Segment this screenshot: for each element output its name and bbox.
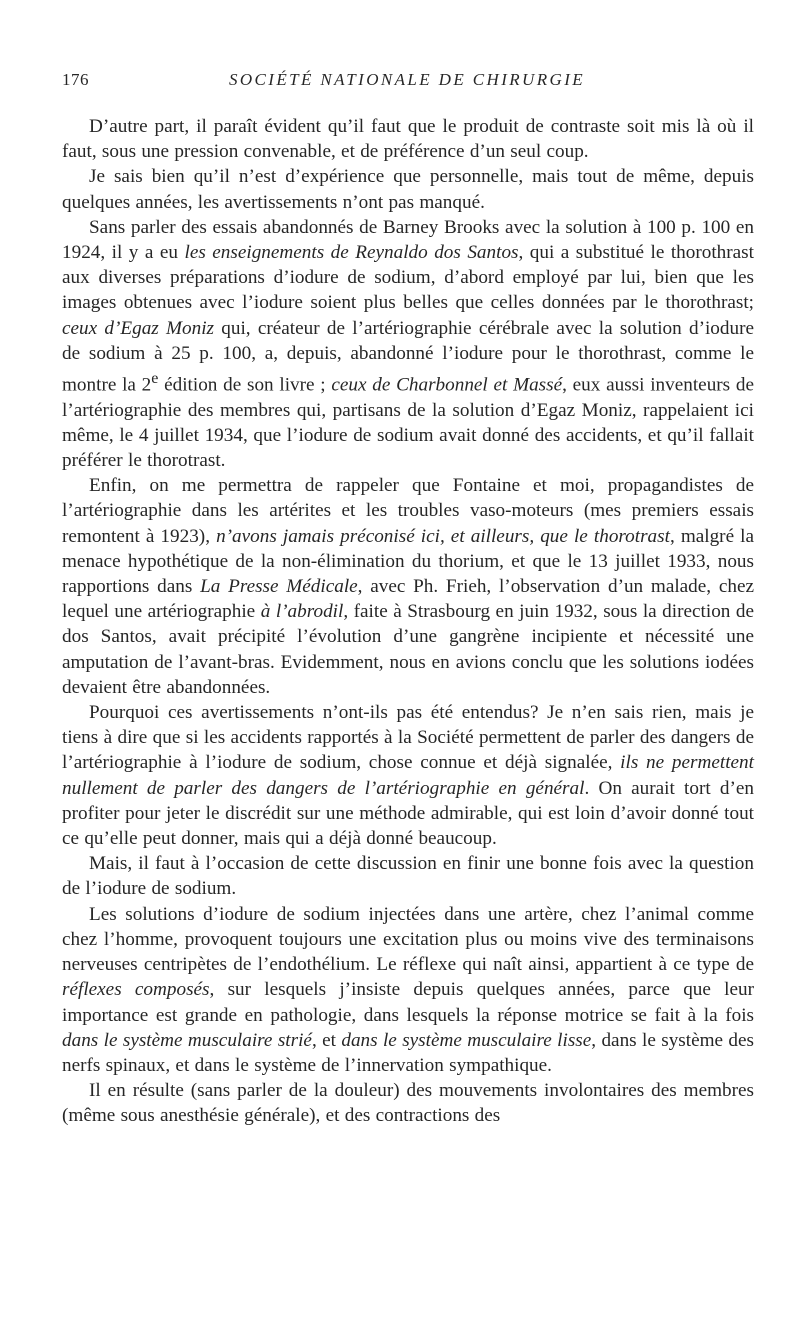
- paragraph-1: D’autre part, il paraît évident qu’il faut que le produit de contraste soit mis là où il faut, sous une pression convenable, et de préférence d’un seul coup.: [62, 116, 754, 163]
- text-run: , malgré la menace hypothétique de la non-élimination du thorium, et que le 13 juillet 1933, nous rapportions dans: [62, 525, 754, 598]
- paragraph-8: Il en résulte (sans parler de la douleur) des mouvements involontaires des membres (même sous anesthésie générale), et des contractions des: [62, 1080, 754, 1127]
- italic-run: dans le système musculaire lisse: [341, 1029, 592, 1051]
- text-run: , sur lesquels j’insiste depuis quelques années, parce que leur importance est grande en pathologie, dans lesquels la réponse motrice se fait à la fois: [62, 979, 754, 1026]
- italic-run: réflexes composés: [62, 979, 210, 1001]
- running-title: SOCIÉTÉ NATIONALE DE CHIRURGIE: [228, 70, 586, 89]
- text-run: , faite à Strasbourg en juin 1932, sous la direction de dos Santos, avait précipité l’évolution d’une gangrène incipiente et nécessité une amputation de l’avant-bras. Evidemment, nous en avions conclu que les solutions iodées devaient être abandonnées.: [62, 601, 754, 698]
- italic-run: à l’abrodil: [260, 601, 344, 623]
- italic-run: ils ne permettent nullement de parler des dangers de l’artériographie en général: [62, 752, 754, 799]
- italic-run: La Presse Médicale: [200, 576, 358, 598]
- page-header: [62, 70, 752, 96]
- text-run: . On aurait tort d’en profiter pour jeter le discrédit sur une méthode admirable, qui est loin d’avoir donné tout ce qu’elle peut donner, mais qui a déjà donné beaucoup.: [62, 777, 754, 850]
- text-run: , dans le système des nerfs spinaux, et dans le système de l’innervation sympathique.: [62, 1029, 754, 1076]
- text-run: édition de son livre ;: [158, 374, 332, 396]
- italic-run: les enseignements de Reynaldo dos Santos: [184, 242, 519, 264]
- superscript: e: [151, 370, 159, 388]
- paragraph-6: Mais, il faut à l’occasion de cette discussion en finir une bonne fois avec la question de l’iodure de sodium.: [62, 853, 754, 900]
- paragraph-7: [62, 902, 754, 1078]
- page-number: 176: [62, 70, 89, 89]
- paragraph-4: [62, 473, 754, 700]
- text-run: , avec Ph. Frieh, l’observation d’un malade, chez lequel une artériographie: [62, 576, 754, 623]
- text-run: , eux aussi inventeurs de l’artériographie des membres qui, partisans de la solution d’Egaz Moniz, rappelaient ici même, le 4 juillet 1934, que l’iodure de sodium avait donné des accidents, et qu’il fallait préférer le thorotrast.: [62, 374, 754, 472]
- text-run: , et: [311, 1029, 342, 1051]
- italic-run: dans le système musculaire strié: [62, 1029, 312, 1051]
- text-run: Pourquoi ces avertissements n’ont-ils pas été entendus? Je n’en sais rien, mais je tiens à dire que si les accidents rapportés à la Société permettent de parler des dangers de l’artériographie à l’iodure de sodium, chose connue et déjà signalée,: [62, 702, 754, 774]
- italic-run: ceux de Charbonnel et Massé: [331, 374, 563, 396]
- text-run: Les solutions d’iodure de sodium injectées dans une artère, chez l’animal comme chez l’homme, provoquent toujours une excitation plus ou moins vive des terminaisons nerveuses centripètes de l’endothélium. Le réflexe qui naît ainsi, appartient à ce type de: [62, 903, 754, 976]
- paragraph-5: [62, 700, 754, 851]
- text-run: , qui a substitué le thorothrast aux diverses préparations d’iodure de sodium, d’abord employé par lui, bien que les images obtenues avec l’iodure soient plus belles que celles données par le thorothrast;: [62, 242, 754, 314]
- paragraph-3: [62, 215, 754, 473]
- text-run: Sans parler des essais abandonnés de Barney Brooks avec la solution à 100 p. 100 en 1924, il y a eu: [62, 216, 754, 264]
- paragraph-2: Je sais bien qu’il n’est d’expérience que personnelle, mais tout de même, depuis quelques années, les avertissements n’ont pas manqué.: [62, 166, 754, 213]
- body-text: [62, 114, 754, 1129]
- text-run: Enfin, on me permettra de rappeler que Fontaine et moi, propagandistes de l’artériographie dans les artérites et les troubles vaso-moteurs (mes premiers essais remontent à 1923),: [62, 475, 754, 547]
- text-run: qui, créateur de l’artériographie cérébrale avec la solution d’iodure de sodium à 25 p. 100, a, depuis, abandonné l’iodure pour le thorothrast, comme le montre la 2: [62, 317, 754, 396]
- italic-run: ceux d’Egaz Moniz: [62, 317, 214, 339]
- italic-run: n’avons jamais préconisé ici, et ailleurs, que le thorotrast: [216, 525, 670, 547]
